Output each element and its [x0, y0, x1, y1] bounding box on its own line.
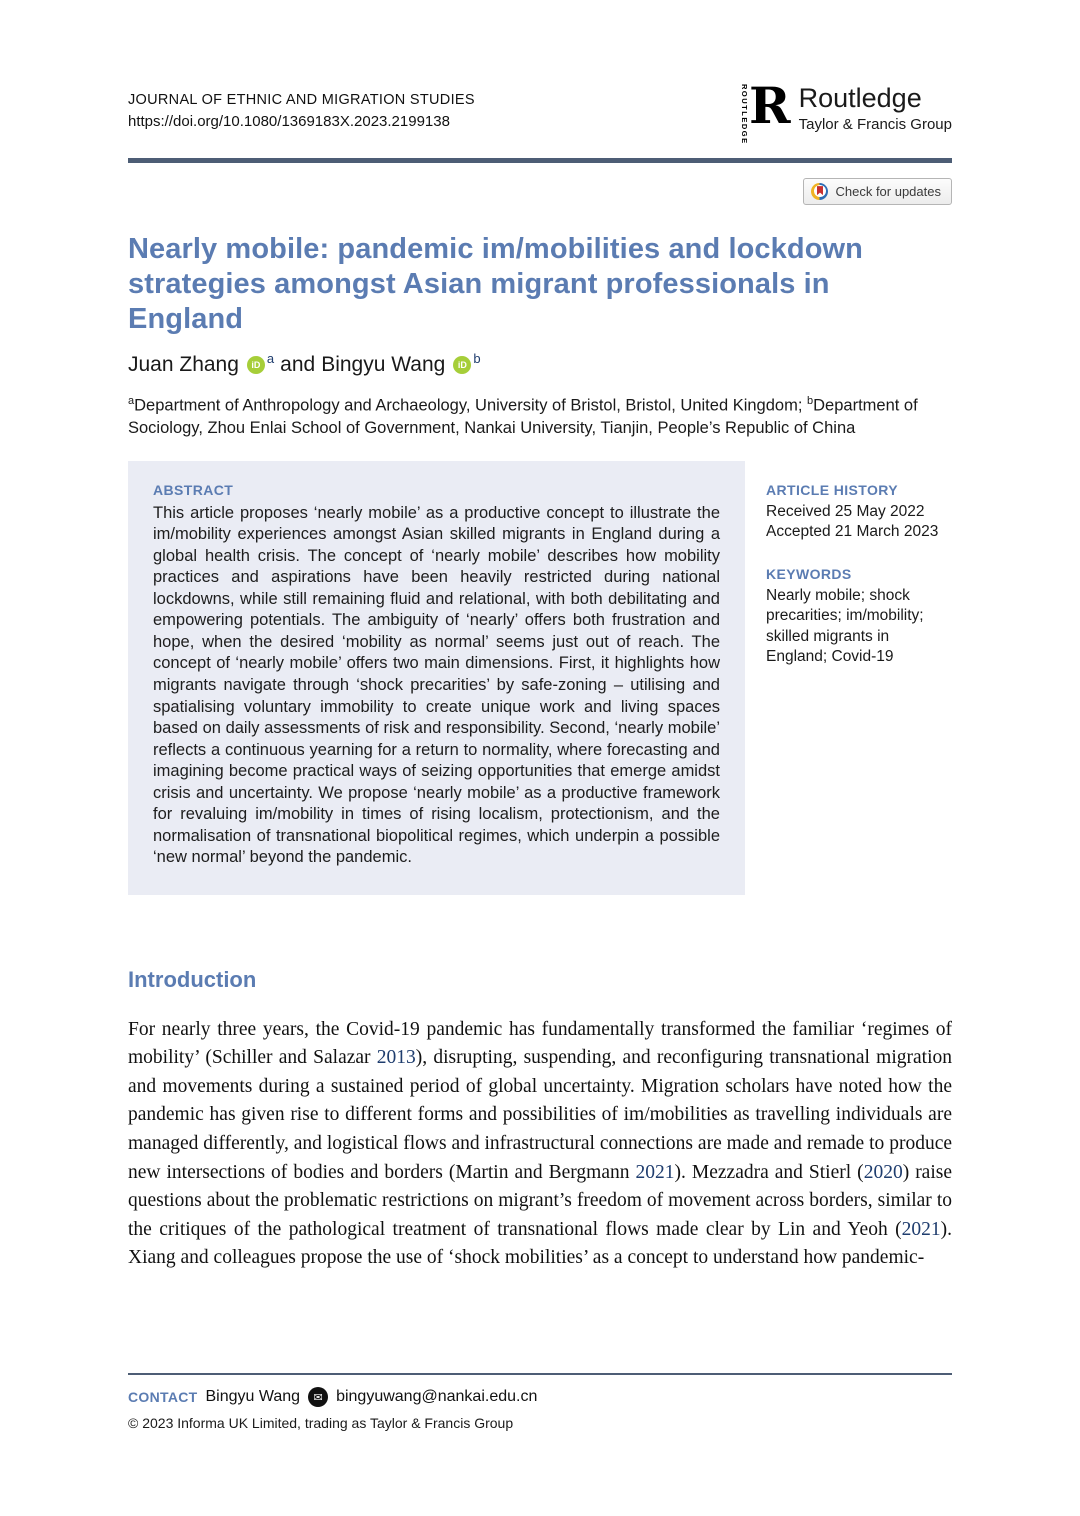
keywords [766, 566, 952, 668]
text-segment: Department of Sociology, Zhou Enlai School of Government, Nankai University, Tianjin, People’s Republic of China [128, 396, 918, 437]
page-footer [128, 1373, 952, 1431]
email-envelope-icon[interactable]: ✉ [308, 1387, 328, 1407]
routledge-vertical-wordmark: ROUTLEDGE [740, 84, 750, 145]
publisher-logo [740, 76, 952, 145]
text-segment: For nearly three years, the Covid-19 pandemic has fundamentally transformed the familiar ‘regimes of mobility’ (Schiller and Salazar [128, 1018, 952, 1069]
contact-email-link[interactable]: bingyuwang@nankai.edu.cn [336, 1388, 538, 1405]
author-name: Juan Zhang [128, 352, 239, 376]
introduction-heading: Introduction [128, 966, 257, 992]
author-affiliation-sup: b [473, 351, 481, 367]
routledge-logo-mark [740, 76, 791, 145]
affiliation-sup: b [807, 394, 814, 407]
journal-name: JOURNAL OF ETHNIC AND MIGRATION STUDIES [128, 92, 475, 108]
publisher-names [799, 82, 952, 133]
keywords-label: KEYWORDS [766, 565, 852, 582]
article-meta-column [745, 461, 952, 668]
received-date: Received 25 May 2022 [766, 502, 925, 520]
text-segment: Department of Anthropology and Archaeology, University of Bristol, Bristol, United Kingdom; [134, 396, 807, 415]
orcid-icon[interactable]: iD [247, 356, 265, 374]
citation-year-link[interactable]: 2021 [635, 1161, 675, 1183]
authors-line [128, 353, 952, 377]
publisher-group: Taylor & Francis Group [798, 116, 952, 133]
abstract-label: ABSTRACT [153, 481, 234, 498]
journal-info [128, 88, 475, 130]
authors-separator: and [280, 352, 316, 376]
citation-year-link[interactable]: 2013 [376, 1047, 416, 1069]
copyright-notice: © 2023 Informa UK Limited, trading as Taylor & Francis Group [128, 1415, 514, 1431]
author-name: Bingyu Wang [321, 352, 446, 376]
contact-line [128, 1387, 952, 1407]
contact-name: Bingyu Wang [205, 1388, 301, 1405]
text-segment: ). Mezzadra and Stierl ( [674, 1161, 864, 1183]
abstract-box [128, 461, 745, 895]
text-segment: ). Xiang and colleagues propose the use of ‘shock mobilities’ as a concept to understand how pandemic- [128, 1218, 952, 1269]
citation-year-link[interactable]: 2021 [901, 1218, 941, 1240]
author-affiliation-sup: a [266, 351, 275, 367]
introduction-paragraph [128, 1016, 952, 1273]
check-for-updates-button[interactable] [803, 178, 952, 205]
page-header [128, 0, 952, 145]
abstract-text: This article proposes ‘nearly mobile’ as a productive concept to illustrate the im/mobility experiences amongst Asian skilled migrants in England during a global health crisis. The concept of ‘nearly mobile’ describes how mobility practices and aspirations have been heavily restricted during national lockdowns, while still remaining fluid and relational, with both debilitating and empowering potentials. The ambiguity of ‘nearly’ offers both frustration and hope, when the desired ‘mobility as normal’ seems just out of reach. The concept of ‘nearly mobile’ offers two main dimensions. First, it highlights how migrants navigate through ‘shock precarities’ by safe-zoning – utilising and spatialising voluntary immobility to create unique work and living spaces based on daily assessments of risk and responsibility. Second, ‘nearly mobile’ reflects a continuous yearning for a return to normality, where forecasting and imagining become practical ways of seizing opportunities that emerge amidst crisis and uncertainty. We propose ‘nearly mobile’ as a productive framework for revaluing im/mobility in times of rising localism, protectionism, and the normalisation of transnational biopolitical regimes, which underpin a possible ‘new normal’ beyond the pandemic. [153, 503, 720, 867]
header-divider [128, 158, 952, 163]
text-segment: ) raise questions about the problematic restrictions on migrant’s freedom of movement across borders, similar to the critiques of the pathological treatment of transnational flows made clear by Lin and Yeoh ( [128, 1161, 953, 1240]
routledge-r-icon: R [749, 76, 791, 135]
crossmark-icon [811, 183, 828, 200]
publisher-name: Routledge [798, 83, 922, 113]
keywords-text: Nearly mobile; shock precarities; im/mobility; skilled migrants in England; Covid-19 [766, 586, 924, 666]
accepted-date: Accepted 21 March 2023 [766, 523, 939, 541]
abstract-area [128, 461, 952, 895]
orcid-icon[interactable]: iD [453, 356, 471, 374]
article-title: Nearly mobile: pandemic im/mobilities and lockdown strategies amongst Asian migrant professionals in England [128, 232, 863, 336]
text-segment: ), disrupting, suspending, and reconfiguring transnational migration and movements during a sustained period of global uncertainty. Migration scholars have noted how the pandemic has given rise to different forms and possibilities of im/mobilities as travelling individuals are managed differently, and logistical flows and infrastructural connections are made and remade to produce new intersections of bodies and borders (Martin and Bergmann [128, 1047, 952, 1183]
article-history [766, 482, 952, 543]
contact-label: CONTACT [128, 1389, 198, 1405]
page-content [128, 0, 952, 1273]
check-for-updates-label: Check for updates [835, 183, 941, 199]
affiliations [128, 394, 952, 440]
badge-row [128, 178, 952, 205]
article-history-label: ARTICLE HISTORY [766, 481, 899, 498]
affiliation-sup: a [128, 394, 135, 407]
doi-text: https://doi.org/10.1080/1369183X.2023.2199138 [128, 113, 450, 130]
footer-divider [128, 1373, 952, 1375]
citation-year-link[interactable]: 2020 [863, 1161, 903, 1183]
